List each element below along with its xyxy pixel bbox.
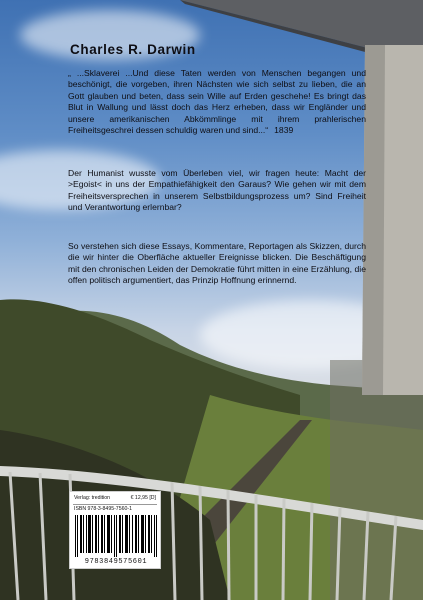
publisher-text: Verlag: tredition [74,495,111,501]
paragraph-essays: So verstehen sich diese Essays, Kommentare, Reportagen als Skizzen, durch die wir hinter die Oberfläche aktueller Ereignisse blicken. Die Beschäftigung mit den chronischen Leiden der Demokratie führt mitten in eine Erzählung, die offen politisch argumentiert, das Prinzip Hoffnung erinnernd. [68,241,366,286]
barcode-label [69,491,161,569]
barcode-icon [75,515,157,557]
divider [73,504,157,505]
quote-year: 1839 [274,125,294,136]
darwin-quote [68,68,366,136]
author-name: Charles R. Darwin [70,42,196,57]
price-text: € 12,95 [D] [130,495,156,501]
quote-text: „ ...Sklaverei ...Und diese Taten werden von Menschen begangen und beschönigt, die vorgeben, ihren Nächsten wie sich selbst zu lieben, die an Gott glauben und beten, dass sein Wille auf Erden geschehe! Es bringt das Blut in Wallung und lässt doch das Herz erheben, dass wir Engländer und unsere amerikanischen Abkömmlinge mit ihrem prahlerischen Freiheitsgeschrei dessen schuldig waren und sind...“ [68,68,366,136]
barcode-number: 9783849575601 [84,558,148,566]
isbn-text: ISBN 978-3-8495-7560-1 [74,506,132,512]
paragraph-humanist: Der Humanist wusste vom Überleben viel, wir fragen heute: Macht der >Egoist< in uns der Empathiefähigkeit den Garaus? Wie gehen wir mit dem Freiheitsversprechen in unserem Selbstbildungsprozess um? Sind Freiheit und Verantwortung erlernbar? [68,168,366,213]
